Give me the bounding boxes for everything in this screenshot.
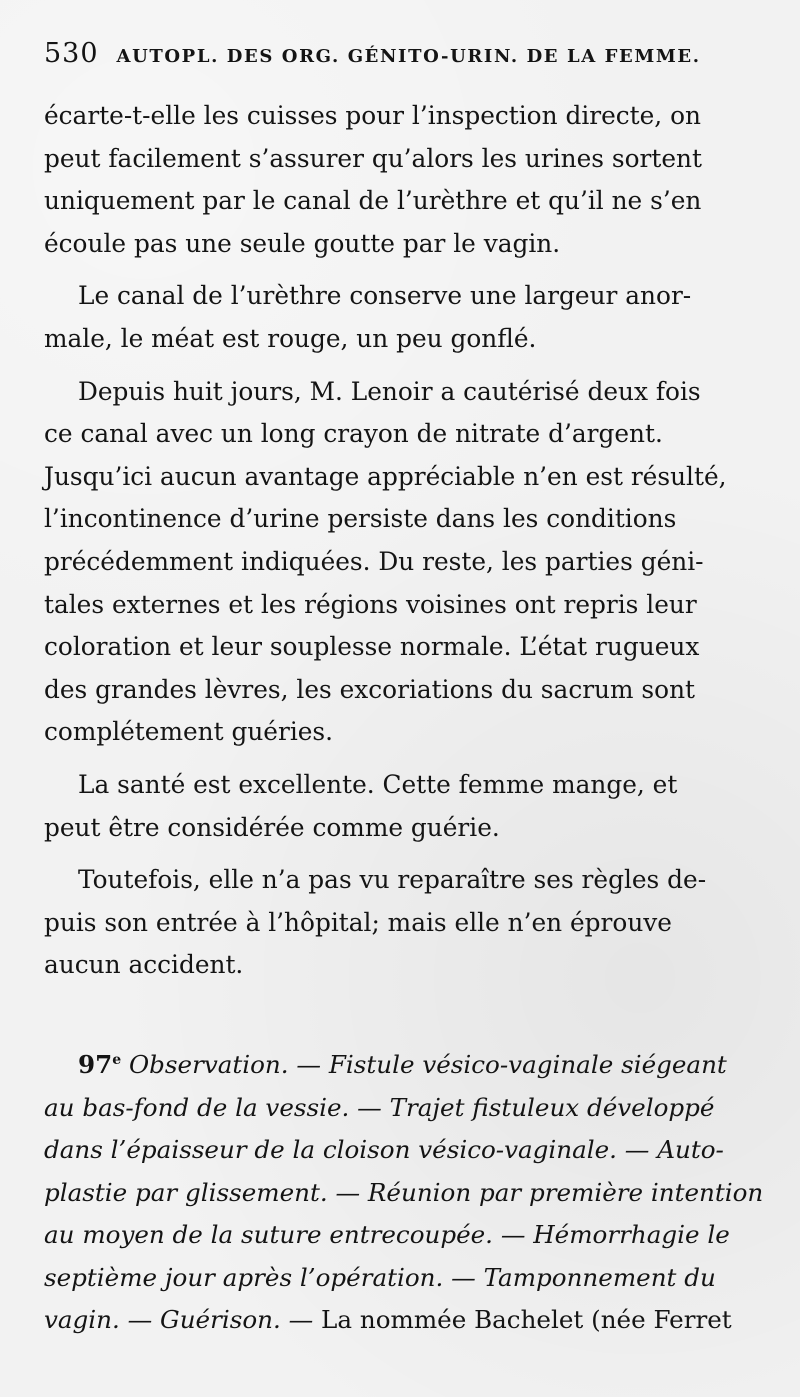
text-line: uniquement par le canal de l’urèthre et qu’il ne s’en: [44, 186, 702, 216]
observation-line: plastie par glissement. — Réunion par première intention: [44, 1177, 764, 1207]
observation-line: septième jour après l’opération. — Tamponnement du: [44, 1262, 716, 1292]
observation-line: dans l’épaisseur de la cloison vésico-vaginale. — Auto-: [44, 1135, 724, 1165]
text-line: précédemment indiquées. Du reste, les parties géni-: [44, 546, 704, 576]
paragraph-2: [44, 275, 764, 360]
text-line: male, le méat est rouge, un peu gonflé.: [44, 323, 537, 353]
observation-line: au bas-fond de la vessie. — Trajet fistuleux développé: [44, 1092, 715, 1122]
observation-line: [44, 1039, 764, 1087]
observation-title: Observation.: [128, 1050, 289, 1080]
observation-block: [44, 1039, 764, 1342]
text-line: ce canal avec un long crayon de nitrate d’argent.: [44, 419, 663, 449]
text-line: peut être considérée comme guérie.: [44, 812, 500, 842]
text-line: Toutefois, elle n’a pas vu reparaître ses règles de-: [78, 865, 707, 895]
text-line: l’incontinence d’urine persiste dans les conditions: [44, 504, 677, 534]
paragraph-5: [44, 859, 764, 987]
observation-final-plain: La nommée Bachelet (née Ferret: [321, 1305, 732, 1335]
observation-line: au moyen de la suture entrecoupée. — Hémorrhagie le: [44, 1220, 730, 1250]
observation-final-italic: vagin. — Guérison. —: [44, 1305, 314, 1335]
paragraph-4: [44, 764, 764, 849]
paragraph-3: [44, 371, 764, 754]
text-line: écarte-t-elle les cuisses pour l’inspection directe, on: [44, 101, 701, 130]
body-text: [44, 95, 764, 987]
page-header: [44, 38, 764, 69]
text-line: puis son entrée à l’hôpital; mais elle n’en éprouve: [44, 907, 672, 937]
page-number: 530: [44, 38, 99, 69]
text-line: peut facilement s’assurer qu’alors les urines sortent: [44, 143, 702, 173]
paragraph-1: [44, 95, 764, 265]
text-line: Depuis huit jours, M. Lenoir a cautérisé deux fois: [78, 376, 701, 406]
text-line: La santé est excellente. Cette femme mange, et: [78, 769, 678, 799]
observation-superscript: e: [112, 1051, 122, 1068]
text-line: des grandes lèvres, les excoriations du sacrum sont: [44, 674, 696, 704]
text-line: Le canal de l’urèthre conserve une largeur anor-: [78, 281, 692, 311]
text-line: complétement guéries.: [44, 717, 334, 747]
running-head: AUTOPL. DES ORG. GÉNITO-URIN. DE LA FEMME.: [116, 46, 701, 67]
observation-heading-text: — Fistule vésico-vaginale siégeant: [296, 1050, 727, 1080]
text-line: écoule pas une seule goutte par le vagin.: [44, 228, 561, 258]
text-line: aucun accident.: [44, 950, 244, 980]
text-line: tales externes et les régions voisines ont repris leur: [44, 589, 697, 619]
text-line: Jusqu’ici aucun avantage appréciable n’en est résulté,: [44, 461, 727, 491]
observation-line: [44, 1299, 764, 1342]
text-line: coloration et leur souplesse normale. L’état rugueux: [44, 632, 700, 662]
observation-number: 97: [78, 1050, 113, 1080]
